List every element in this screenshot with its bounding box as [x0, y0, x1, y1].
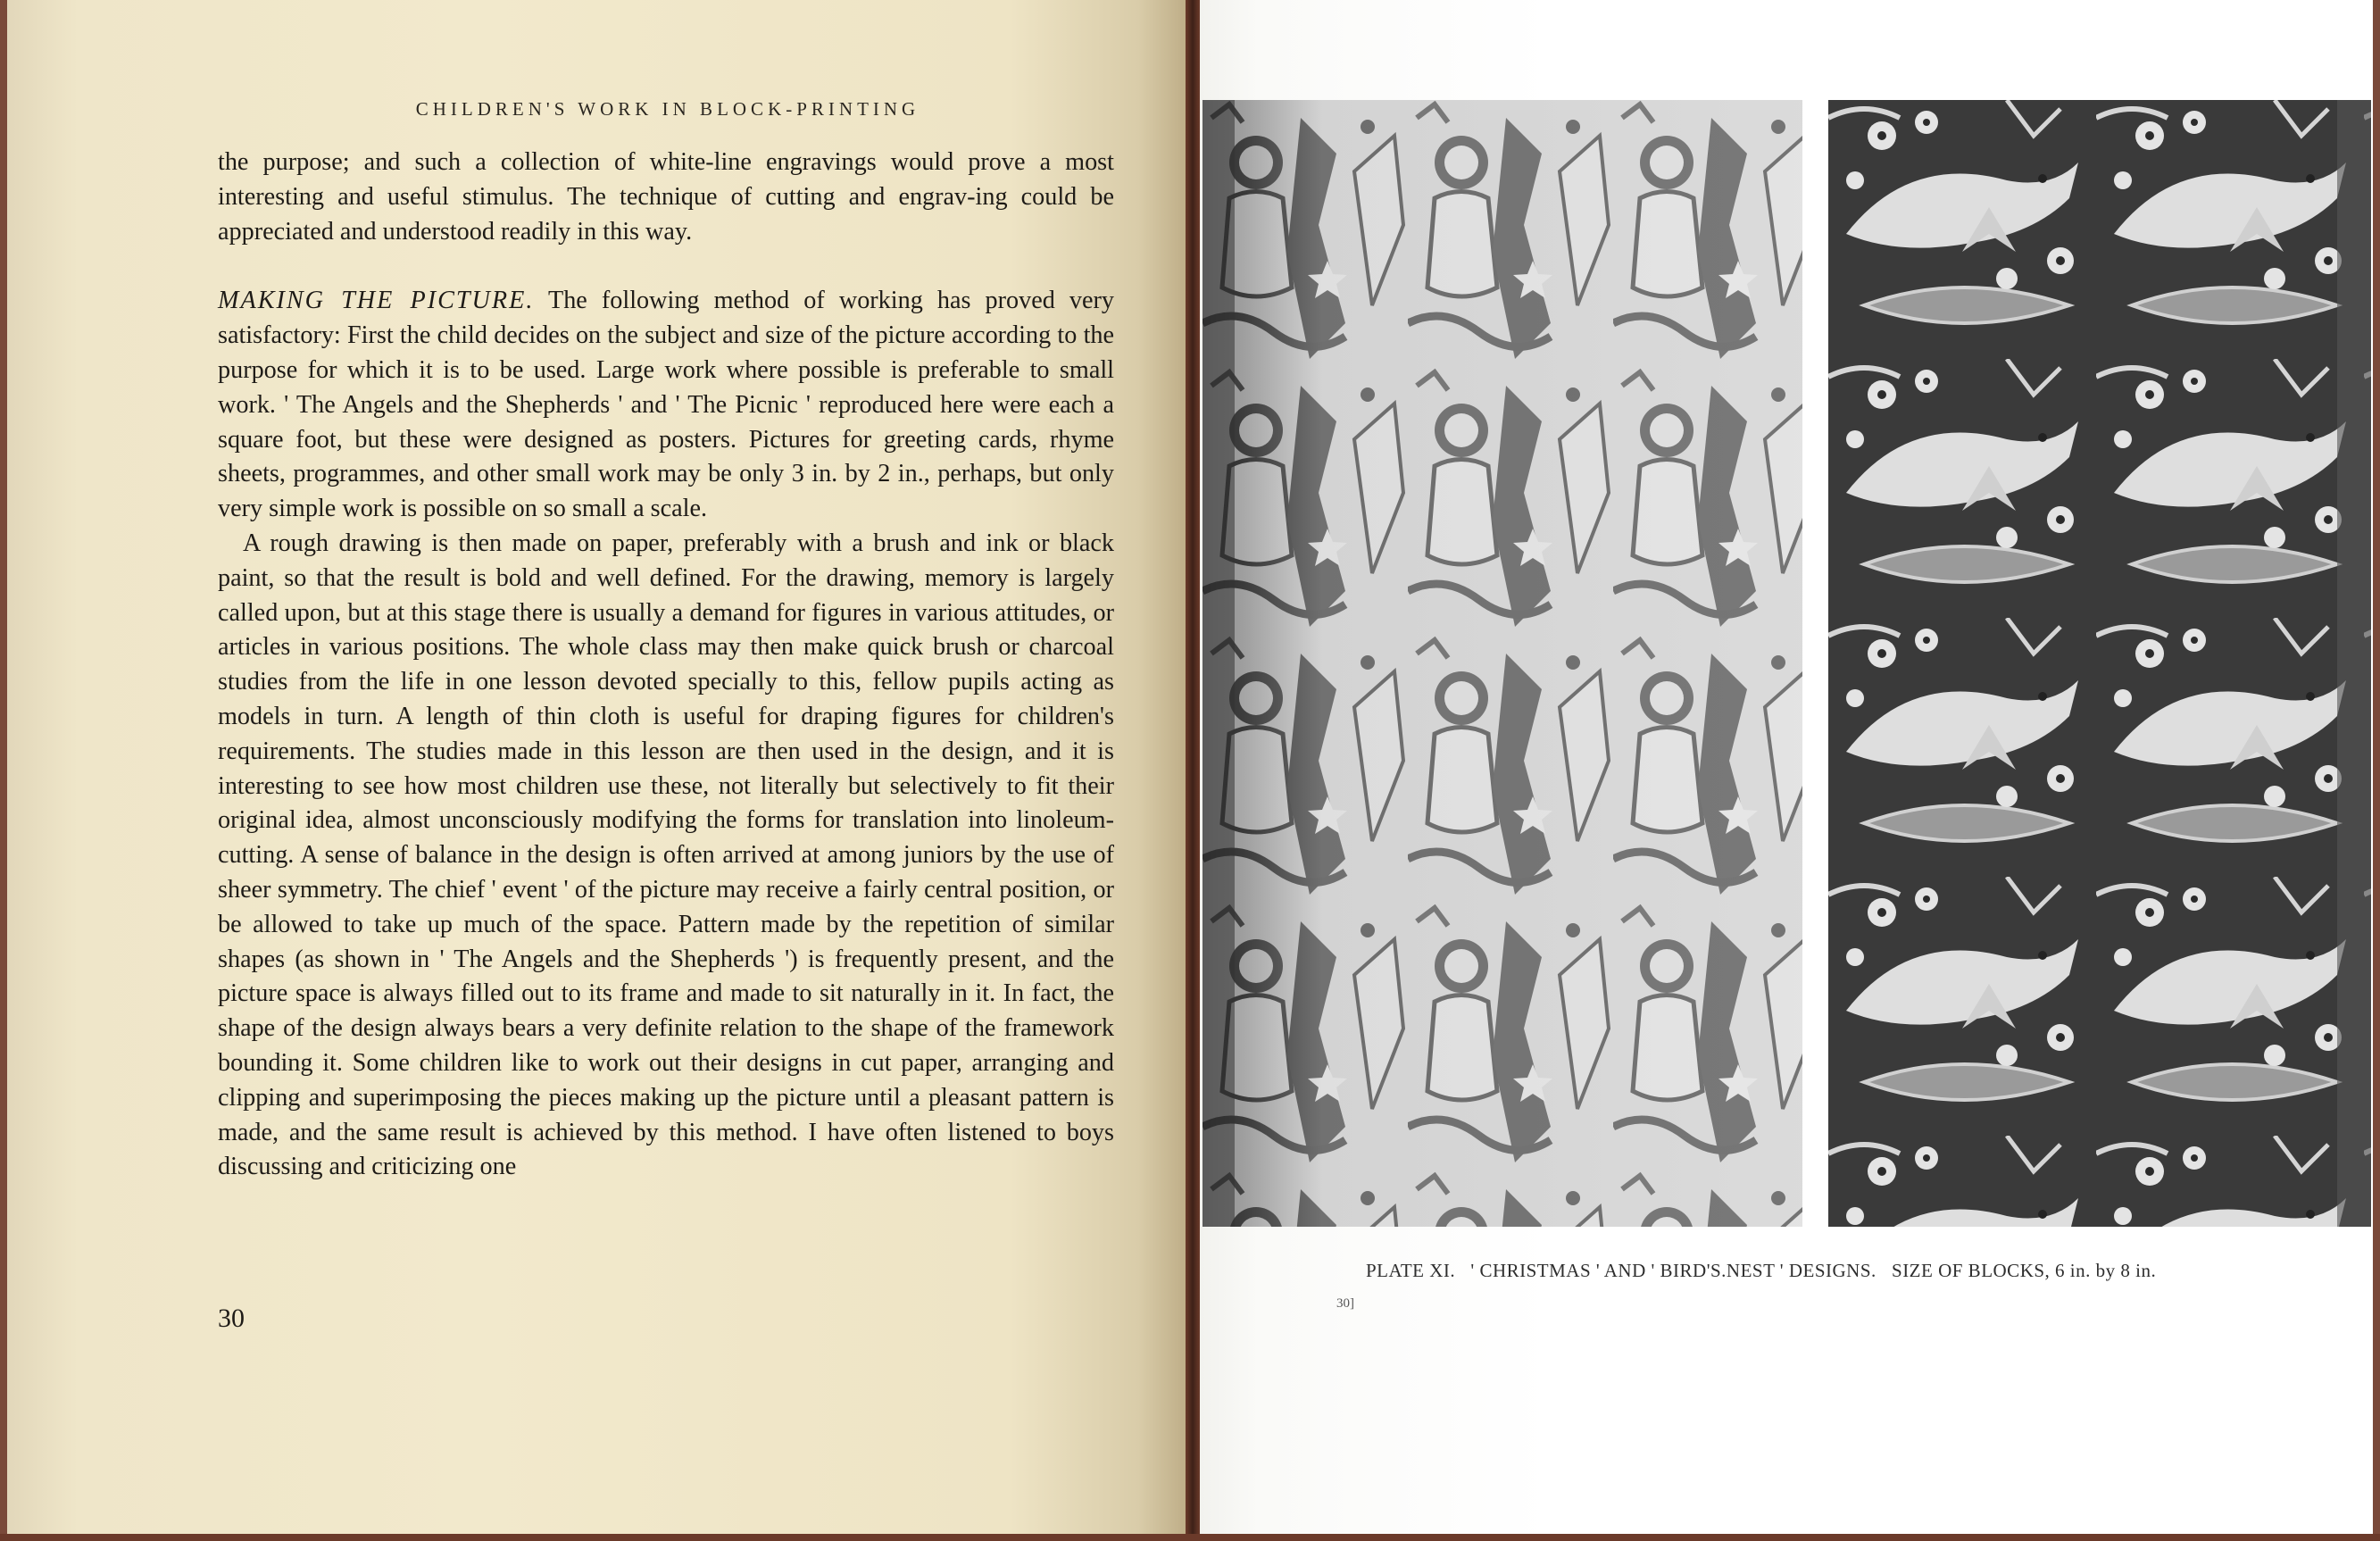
book-cover-edge — [2373, 0, 2380, 1541]
plate-folio: 30] — [1336, 1296, 1354, 1311]
book-cover-bottom-edge — [0, 1534, 2380, 1541]
paragraph-text: The following method of working has proved very satisfactory: First the child decides on the subject and size of the picture according to the purpose for which it is to be used. Large work where possible is preferable to small work. ' The Angels and the Shepherds ' and ' The Picnic ' reproduced here were each a square foot, but these were designed as posters. Pictures for greeting cards, rhyme sheets, programmes, and other small work may be only 3 in. by 2 in., perhaps, but only very simple work is possible on so small a scale. — [218, 287, 1114, 523]
paragraph: A rough drawing is then made on paper, preferably with a brush and ink or black paint, so that the result is bold and well defined. For the drawing, memory is largely called upon, but at this stage there is usually a demand for figures in various attitudes, or articles in various positions. The whole class may then make quick brush or charcoal studies from the life in one lesson devoted specially to this, fellow pupils acting as models in turn. A length of thin cloth is useful for draping figures for children's requirements. The studies made in this lesson are then used in the design, and it is interesting to see how most children use these, not literally but selectively to fit their original idea, almost unconsciously modifying the forms for translation into linoleum-cutting. A sense of balance in the design is often arrived at among juniors by the use of sheer symmetry. The chief ' event ' of the picture may receive a fairly central position, or be allowed to take up much of the space. Pattern made by the repetition of similar shapes (as shown in ' The Angels and the Shepherds ') is frequently present, and the picture space is always filled out to its frame and made to sit naturally in it. In fact, the shape of the design always bears a very definite relation to the shape of the framework bounding it. Some children like to work out their designs in cut paper, arranging and clipping and superimposing the pieces making up the picture until a pleasant pattern is made, and the same result is achieved by this method. I have often listened to boys discussing and criticizing one — [218, 529, 1114, 1181]
book-gutter — [1186, 0, 1200, 1541]
paragraph: the purpose; and such a collection of white-line engravings would prove a most interesting and useful stimulus. The technique of cutting and engrav-ing could be appreciated and understood readily in this way. — [218, 148, 1114, 246]
birds-nest-pattern-illustration — [1828, 100, 2371, 1227]
birds-nest-design-plate — [1828, 100, 2371, 1227]
paragraph — [218, 284, 1114, 527]
running-head: CHILDREN'S WORK IN BLOCK-PRINTING — [415, 98, 920, 120]
christmas-pattern-illustration — [1202, 100, 1802, 1227]
plate-caption: PLATE XI. ' CHRISTMAS ' AND ' BIRD'S.NEST ' DESIGNS. SIZE OF BLOCKS, 6 in. by 8 in. — [1366, 1260, 2157, 1281]
body-text — [218, 146, 1114, 1185]
christmas-design-plate — [1202, 100, 1802, 1227]
section-heading: MAKING THE PICTURE. — [218, 287, 535, 315]
page-number: 30 — [218, 1304, 245, 1333]
left-page — [7, 0, 1186, 1534]
